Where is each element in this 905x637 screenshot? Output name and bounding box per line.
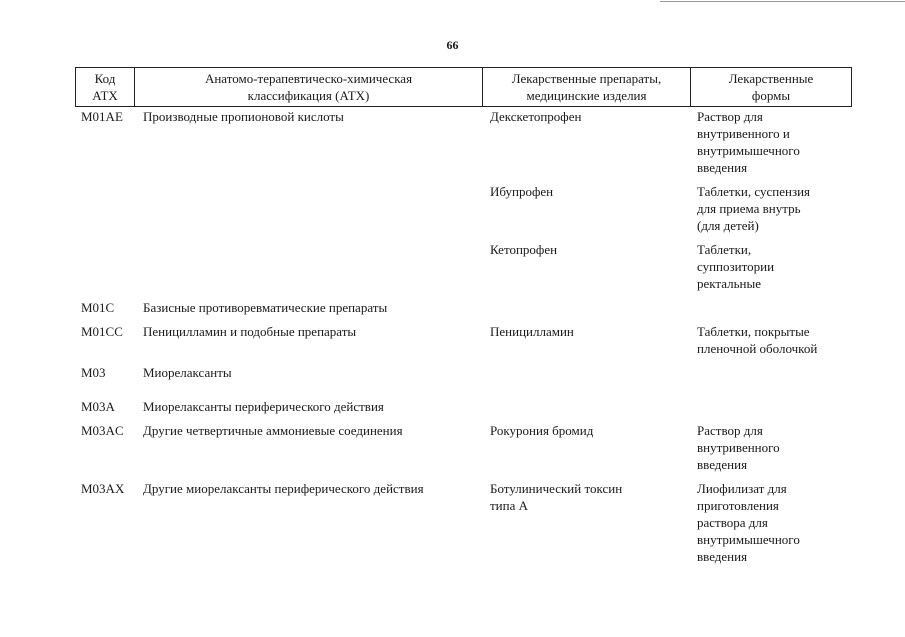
- drug-name: Рокурония бромид: [490, 423, 594, 438]
- atc-classification: Другие миорелаксанты периферического действия: [143, 481, 424, 496]
- page-number: 66: [446, 38, 459, 52]
- atc-classification: Миорелаксанты: [143, 365, 232, 380]
- atc-classification: Базисные противоревматические препараты: [143, 300, 388, 315]
- atc-code: M03: [81, 365, 106, 380]
- atc-code: M01C: [81, 300, 115, 315]
- atc-code: M01CC: [81, 324, 123, 339]
- table-header: [75, 67, 852, 107]
- header-code: Код АТХ: [76, 68, 135, 106]
- atc-classification: Миорелаксанты периферического действия: [143, 399, 384, 414]
- dosage-form: Таблетки, суспензия для приема внутрь (для детей): [697, 184, 811, 233]
- atc-code: M01AE: [81, 109, 123, 124]
- dosage-form: Таблетки, суппозитории ректальные: [697, 242, 775, 291]
- atc-code: M03A: [81, 399, 115, 414]
- dosage-form: Раствор для внутривенного и внутримышечного введения: [697, 109, 800, 175]
- header-drugs: Лекарственные препараты, медицинские изделия: [483, 68, 691, 106]
- atc-code: M03AX: [81, 481, 125, 496]
- dosage-form: Лиофилизат для приготовления раствора для внутримышечного введения: [697, 481, 800, 564]
- drug-name: Кетопрофен: [490, 242, 558, 257]
- dosage-form: Таблетки, покрытые пленочной оболочкой: [697, 324, 818, 356]
- header-classification: Анатомо-терапевтическо-химическая классификация (АТХ): [135, 68, 483, 106]
- dosage-form: Раствор для внутривенного введения: [697, 423, 780, 472]
- drug-name: Ибупрофен: [490, 184, 554, 199]
- drug-name: Ботулинический токсин типа А: [490, 481, 623, 513]
- drug-name: Декскетопрофен: [490, 109, 582, 124]
- atc-classification: Пеницилламин и подобные препараты: [143, 324, 357, 339]
- atc-classification: Производные пропионовой кислоты: [143, 109, 344, 124]
- drug-name: Пеницилламин: [490, 324, 574, 339]
- atc-code: M03AC: [81, 423, 124, 438]
- atc-classification: Другие четвертичные аммониевые соединения: [143, 423, 403, 438]
- header-forms: Лекарственные формы: [728, 71, 814, 103]
- scan-edge-line: [660, 1, 905, 2]
